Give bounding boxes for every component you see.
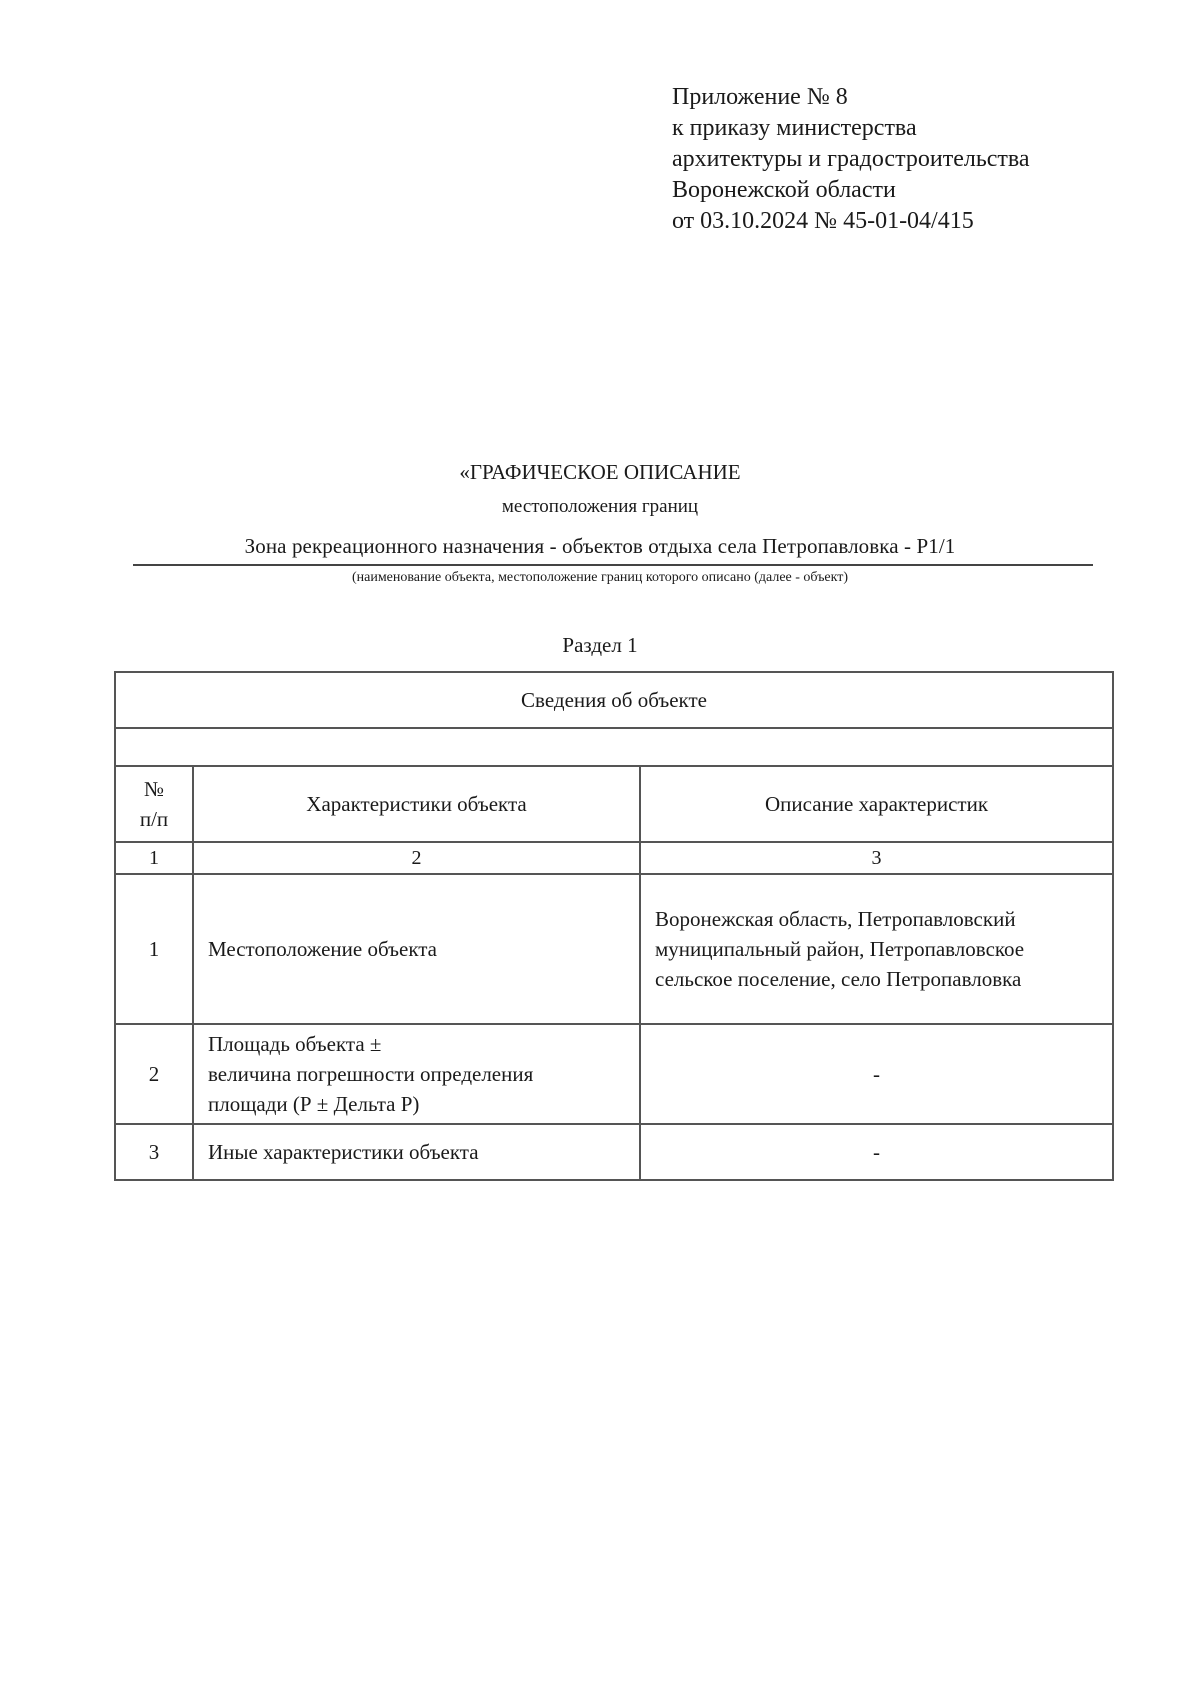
- appendix-line: от 03.10.2024 № 45-01-04/415: [672, 208, 974, 234]
- table-header-row: [115, 766, 1113, 842]
- row-description-line: Воронежская область, Петропавловский: [655, 907, 1016, 931]
- table-title: Сведения об объекте: [115, 672, 1113, 728]
- row-characteristic: [193, 1124, 640, 1180]
- table-blank-cell: [115, 728, 1113, 766]
- appendix-line: Приложение № 8: [672, 84, 848, 110]
- row-num: 2: [115, 1024, 193, 1124]
- header-characteristics: Характеристики объекта: [193, 766, 640, 842]
- object-caption: (наименование объекта, местоположение границ которого описано (далее - объект): [351, 570, 849, 585]
- table-row: [115, 1024, 1113, 1124]
- header-num-line: п/п: [139, 807, 169, 831]
- header-num: [115, 766, 193, 842]
- object-info-table: [114, 671, 1114, 1181]
- table-row: [115, 874, 1113, 1024]
- column-number: 3: [640, 842, 1113, 874]
- row-characteristic: [193, 1024, 640, 1124]
- row-characteristic-line: Иные характеристики объекта: [208, 1140, 479, 1164]
- row-characteristic-line: Площадь объекта ±: [208, 1032, 382, 1056]
- row-characteristic-line: Местоположение объекта: [208, 937, 438, 961]
- row-description-line: муниципальный район, Петропавловское: [655, 937, 1025, 961]
- column-number: 1: [115, 842, 193, 874]
- row-characteristic-line: площади (Р ± Дельта Р): [208, 1092, 420, 1116]
- table-title-row: [115, 672, 1113, 728]
- header-description: Описание характеристик: [640, 766, 1113, 842]
- appendix-line: архитектуры и градостроительства: [672, 146, 1030, 172]
- row-characteristic: [193, 874, 640, 1024]
- appendix-line: к приказу министерства: [672, 115, 917, 141]
- table-blank-row: [115, 728, 1113, 766]
- table-row: [115, 1124, 1113, 1180]
- column-number: 2: [193, 842, 640, 874]
- row-description-line: сельское поселение, село Петропавловка: [655, 967, 1022, 991]
- row-description-line: -: [873, 1062, 881, 1086]
- table-column-numbers-row: [115, 842, 1113, 874]
- header-num-line: №: [143, 777, 165, 801]
- row-num: 3: [115, 1124, 193, 1180]
- document-title: «ГРАФИЧЕСКОЕ ОПИСАНИЕ: [459, 460, 741, 484]
- row-description-line: -: [873, 1140, 881, 1164]
- appendix-line: Воронежской области: [672, 177, 896, 203]
- row-num: 1: [115, 874, 193, 1024]
- document-subtitle: местоположения границ: [501, 496, 699, 517]
- row-description: [640, 1024, 1113, 1124]
- row-characteristic-line: величина погрешности определения: [208, 1062, 534, 1086]
- object-name: Зона рекреационного назначения - объектов отдыха села Петропавловка - Р1/1: [244, 534, 956, 558]
- section-label: Раздел 1: [562, 633, 638, 657]
- row-description: [640, 1124, 1113, 1180]
- object-name-underline: [133, 564, 1093, 566]
- appendix-block: [672, 82, 1030, 237]
- row-description: [640, 874, 1113, 1024]
